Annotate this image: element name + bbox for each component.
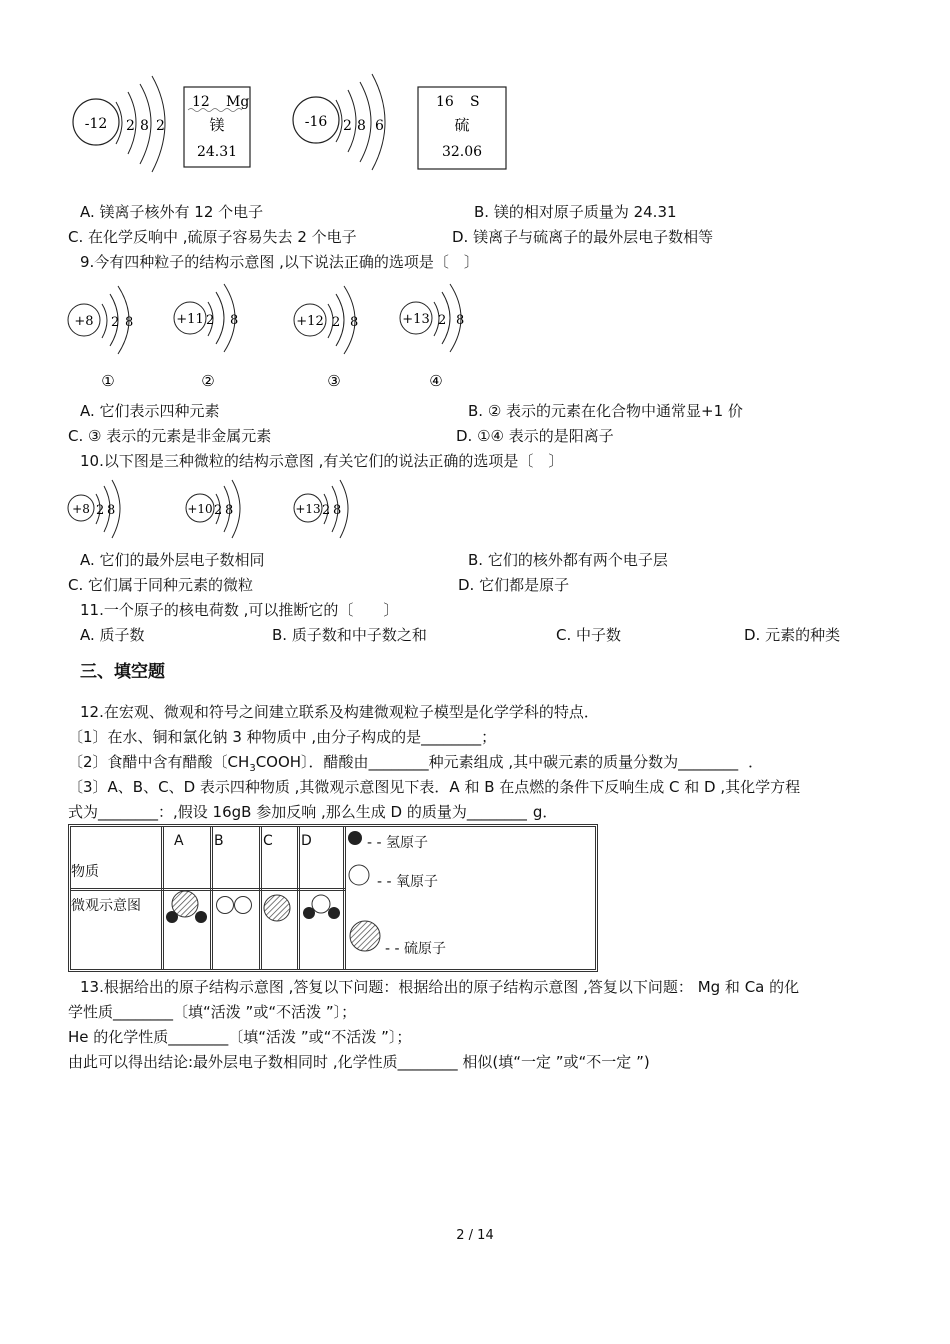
s-atomic-number: 16	[436, 94, 454, 110]
q13-line2-a: 学性质	[68, 1003, 114, 1021]
mg-shell-3: 2	[156, 118, 165, 134]
q9-label-2: ②	[201, 372, 215, 390]
s-mass: 32.06	[441, 144, 483, 160]
q10-nucleus-2: +10	[187, 502, 213, 516]
q12-part2-a: 〔2〕食醋中含有醋酸〔CH	[68, 753, 250, 771]
mg-name: 镁	[209, 116, 225, 134]
q12-part3-line2	[68, 802, 557, 822]
col-b: B	[214, 833, 224, 849]
q10-shell-3a: 2	[322, 503, 331, 518]
s-shell-2: 8	[357, 118, 366, 134]
oxygen-atom-icon	[349, 865, 369, 885]
q12-part1-text: 〔1〕在水、铜和氯化钠 3 种物质中 ,由分子构成的是	[68, 728, 422, 746]
q9-shell-4a: 2	[438, 313, 447, 328]
q13-blank-2[interactable]: ________	[168, 1028, 229, 1046]
q9-particle-1	[68, 286, 133, 390]
q9-figure	[64, 274, 484, 394]
q12-part3-c: g．	[532, 803, 558, 821]
q12-blank-5[interactable]: ________	[466, 803, 527, 821]
q11-option-a: A. 质子数	[80, 626, 145, 644]
molecule-d-h2o	[303, 895, 340, 919]
q9-nucleus-2: +11	[176, 312, 204, 327]
q12-part2-end: ．	[748, 753, 764, 771]
q12-part3-line1: 〔3〕A、B、C、D 表示四种物质 ,其微观示意图见下表．A 和 B 在点燃的条件下反响生成 C 和 D ,其化学方程	[68, 778, 801, 796]
s-symbol: S	[470, 94, 480, 110]
q12-blank-1[interactable]: ________	[421, 728, 482, 746]
q12-part2-b: COOH〕．醋酸由	[255, 753, 369, 771]
q10-particle-3	[294, 480, 348, 538]
q9-particle-4	[400, 284, 464, 390]
q9-option-a: A. 它们表示四种元素	[80, 402, 220, 420]
q11-option-d: D. 元素的种类	[744, 626, 841, 644]
q12-part2	[68, 752, 763, 779]
col-a: A	[174, 833, 184, 849]
q9-nucleus-1: +8	[74, 314, 94, 329]
q10-stem: 10.以下图是三种微粒的结构示意图 ,有关它们的说法正确的选项是〔 〕	[80, 452, 564, 470]
q9-label-3: ③	[327, 372, 341, 390]
col-c: C	[263, 833, 273, 849]
q13-line3	[68, 1027, 411, 1047]
legend-sulfur: - - 硫原子	[385, 941, 447, 957]
q9-nucleus-3: +12	[296, 314, 324, 329]
q8-option-c: C. 在化学反响中 ,硫原子容易失去 2 个电子	[68, 228, 357, 246]
row-label-substance: 物质	[71, 864, 99, 880]
molecule-b-o2	[217, 897, 252, 914]
mg-mass: 24.31	[196, 144, 238, 160]
q10-shell-2b: 8	[225, 503, 234, 518]
q11-option-b: B. 质子数和中子数之和	[272, 626, 427, 644]
q13-line2-b: 〔填“活泼 ”或“不活泼 ”〕；	[173, 1003, 357, 1021]
sulfur-atom-icon	[350, 921, 380, 951]
s-ion-nucleus: -16	[304, 114, 328, 130]
q12-part1	[68, 727, 496, 747]
page-number: 2 / 14	[456, 1228, 494, 1243]
s-ion-diagram	[293, 74, 385, 170]
q10-option-c: C. 它们属于同种元素的微粒	[68, 576, 254, 594]
q9-shell-3b: 8	[350, 315, 359, 330]
q11-stem: 11.一个原子的核电荷数 ,可以推断它的〔 〕	[80, 601, 399, 619]
q13-line2	[68, 1002, 356, 1022]
q12-blank-4[interactable]: ________	[98, 803, 159, 821]
q13-line3-a: He 的化学性质	[68, 1028, 169, 1046]
q9-label-4: ④	[429, 372, 443, 390]
q12-part1-end: ；	[481, 728, 497, 746]
q9-shell-2a: 2	[206, 313, 215, 328]
mg-element-card	[184, 87, 250, 167]
q12-part2-c: 种元素组成 ,其中碳元素的质量分数为	[428, 753, 679, 771]
hydrogen-atom-icon	[348, 831, 362, 845]
q8-option-d: D. 镁离子与硫离子的最外层电子数相等	[452, 228, 714, 246]
q9-shell-3a: 2	[332, 315, 341, 330]
mg-ion-diagram	[73, 76, 165, 172]
q9-label-1: ①	[101, 372, 115, 390]
q10-shell-1b: 8	[107, 503, 116, 518]
mg-ion-nucleus: -12	[84, 116, 108, 132]
q10-option-b: B. 它们的核外都有两个电子层	[468, 551, 668, 569]
q10-shell-3b: 8	[333, 503, 342, 518]
q12-blank-2[interactable]: ________	[368, 753, 429, 771]
q9-shell-4b: 8	[456, 313, 465, 328]
q11-option-c: C. 中子数	[556, 626, 622, 644]
q9-option-d: D. ①④ 表示的是阳离子	[456, 427, 614, 445]
q13-line4-b: 相似(填“一定 ”或“不一定 ”)	[457, 1053, 650, 1071]
row-label-micro: 微观示意图	[71, 898, 141, 914]
q13-line3-b: 〔填“活泼 ”或“不活泼 ”〕；	[228, 1028, 412, 1046]
q12-part3-a: 式为	[68, 803, 99, 821]
q8-option-b: B. 镁的相对原子质量为 24.31	[474, 203, 677, 221]
q9-particle-3	[294, 286, 358, 390]
q12-part3-b: ：,假设 16gB 参加反响 ,那么生成 D 的质量为	[158, 803, 467, 821]
q9-stem: 9.今有四种粒子的结构示意图 ,以下说法正确的选项是〔 〕	[80, 253, 479, 271]
q10-nucleus-3: +13	[295, 502, 321, 516]
q9-shell-2b: 8	[230, 313, 239, 328]
q13-line4	[68, 1052, 650, 1072]
q8-option-a: A. 镁离子核外有 12 个电子	[80, 203, 264, 221]
legend-hydrogen: - - 氢原子	[367, 835, 429, 851]
q13-line1: 13.根据给出的原子结构示意图 ,答复以下问题：根据给出的原子结构示意图 ,答复以下问题： Mg 和 Ca 的化	[80, 978, 800, 996]
s-element-card	[418, 87, 506, 169]
q12-table	[68, 824, 598, 972]
q9-option-c: C. ③ 表示的元素是非金属元素	[68, 427, 272, 445]
mg-symbol: Mg	[226, 94, 250, 110]
q9-shell-1b: 8	[125, 315, 134, 330]
q10-option-d: D. 它们都是原子	[458, 576, 570, 594]
q10-particle-2	[186, 480, 240, 538]
section-title: 三、填空题	[80, 662, 165, 682]
q10-shell-1a: 2	[96, 503, 105, 518]
table-molecules	[71, 827, 595, 969]
q10-shell-2a: 2	[214, 503, 223, 518]
s-shell-3: 6	[375, 118, 384, 134]
q9-shell-1a: 2	[111, 315, 120, 330]
q12-blank-3[interactable]: ________	[678, 753, 739, 771]
q13-blank-3[interactable]: ________	[397, 1053, 458, 1071]
col-d: D	[301, 833, 312, 849]
mg-shell-1: 2	[126, 118, 135, 134]
q10-particle-1	[68, 480, 120, 538]
q9-particle-2	[174, 284, 238, 390]
q10-nucleus-1: +8	[72, 502, 90, 516]
q12-part2-sub: 3	[249, 763, 256, 774]
q13-line4-a: 由此可以得出结论:最外层电子数相同时 ,化学性质	[68, 1053, 398, 1071]
q9-option-b: B. ② 表示的元素在化合物中通常显+1 价	[468, 402, 743, 420]
s-name: 硫	[454, 116, 470, 134]
q8-figure	[66, 72, 516, 177]
s-shell-1: 2	[343, 118, 352, 134]
q10-figure	[64, 474, 364, 544]
q10-option-a: A. 它们的最外层电子数相同	[80, 551, 265, 569]
q9-nucleus-4: +13	[402, 312, 430, 327]
molecule-c-s	[264, 895, 290, 921]
q13-blank-1[interactable]: ________	[113, 1003, 174, 1021]
legend-oxygen: - - 氧原子	[377, 874, 439, 890]
mg-atomic-number: 12	[192, 94, 210, 110]
q12-stem: 12.在宏观、微观和符号之间建立联系及构建微观粒子模型是化学学科的特点．	[80, 703, 599, 721]
molecule-a-h2s	[166, 891, 207, 923]
mg-shell-2: 8	[140, 118, 149, 134]
